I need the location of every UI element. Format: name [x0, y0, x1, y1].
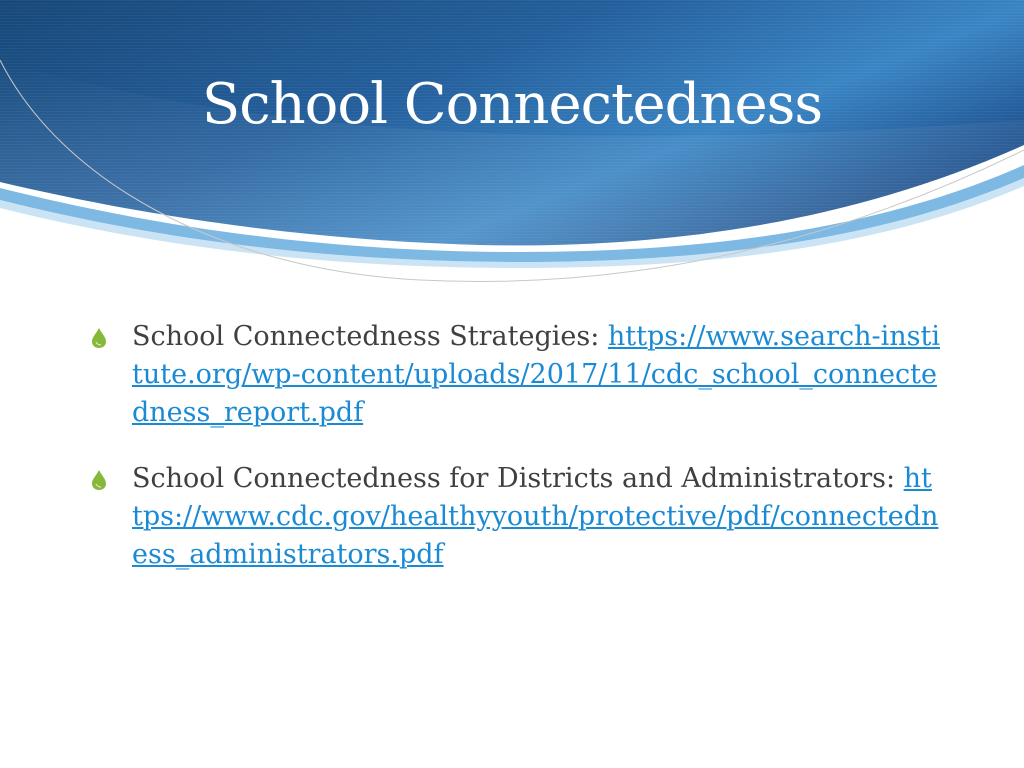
leaf-drop-icon: [90, 469, 108, 491]
strategies-report-link[interactable]: https://www.search-institute.org/wp-content/uploads/2017/11/cdc_school_connectedness_report.pdf: [132, 321, 940, 428]
bullet-text: School Connectedness for Districts and Administrators:: [132, 463, 904, 494]
bullet-list: [90, 318, 940, 602]
leaf-drop-icon: [90, 327, 108, 349]
list-item: [90, 318, 940, 432]
slide-title: School Connectedness: [201, 72, 823, 137]
list-item: [90, 460, 940, 574]
bullet-text: School Connectedness Strategies:: [132, 321, 608, 352]
administrators-pdf-link[interactable]: https://www.cdc.gov/healthyyouth/protective/pdf/connectedness_administrators.pdf: [132, 463, 939, 570]
header-wave-background: [0, 0, 1024, 290]
